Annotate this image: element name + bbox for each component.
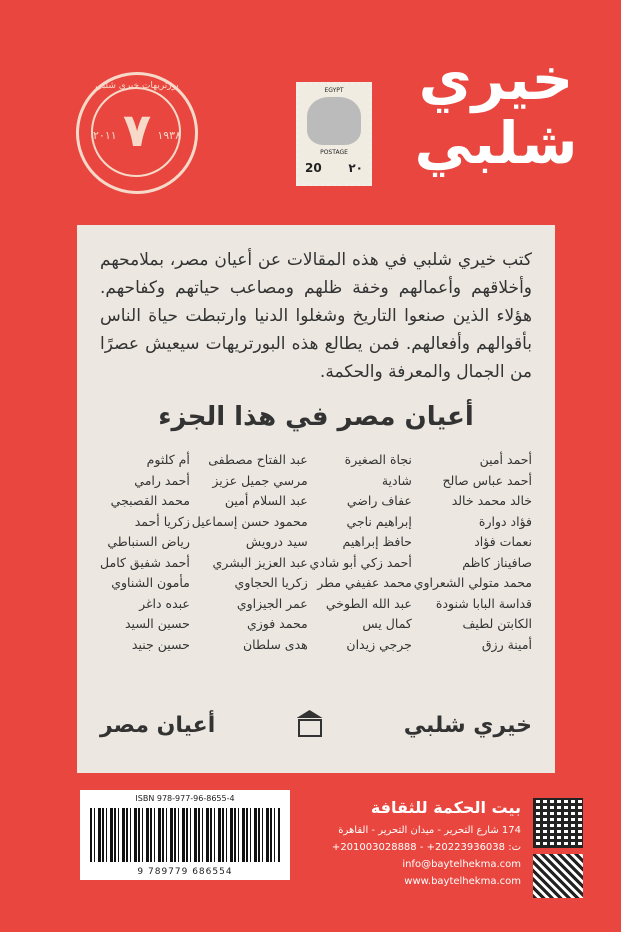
isbn-digits: 9 789779 686554 [137, 867, 233, 877]
list-item: محمد القصبجي [110, 493, 190, 508]
names-column-4 [414, 450, 532, 655]
list-item: أمينة رزق [481, 636, 532, 652]
intro-paragraph: كتب خيري شلبي في هذه المقالات عن أعيان مصر، بملامحهم وأخلاقهم وأعمالهم وخفة ظلهم ومصاعب حياتهم وكفاحهم. هؤلاء الذين صنعوا التاريخ وشغلوا الدنيا وارتبطت حياة الناس بأقوالهم وأفعالهم. فمن يطالع هذه البورتريهات سيعيش عصرًا من الجمال والمعرفة والحكمة. [100, 250, 532, 382]
list-item: عمر الجيزاوي [236, 595, 308, 611]
list-item: أحمد شفيق كامل [100, 554, 190, 570]
series-seal [76, 72, 198, 194]
isbn-barcode [80, 790, 290, 880]
list-item: عبد السلام أمين [224, 493, 308, 508]
stamp-value-right: ٢٠ [348, 161, 363, 175]
stamp-value-left: 20 [305, 161, 322, 175]
list-item: حسين جنيد [131, 636, 190, 652]
list-item: خالد محمد خالد [451, 493, 532, 508]
publisher-phone: ت: 20223936038+ - 201003028888+ [331, 842, 521, 853]
list-item: هدى سلطان [242, 636, 308, 652]
list-item: سيد درويش [245, 534, 308, 549]
qr-code-icon [533, 798, 583, 848]
list-item: أحمد رامي [134, 472, 190, 488]
list-item: فؤاد دوارة [478, 513, 532, 529]
list-item: كمال يس [362, 616, 412, 631]
list-item: مأمون الشناوي [111, 575, 190, 590]
list-item: عفاف راضي [346, 493, 412, 508]
publisher-email: info@baytelhekma.com [402, 859, 521, 870]
list-item: أحمد عباس صالح [442, 472, 532, 488]
stamp-country: EGYPT [324, 87, 344, 94]
series-name: أعيان مصر [100, 712, 216, 738]
list-item: محمود حسن إسماعيل [191, 513, 308, 529]
publisher-logo-icon [295, 710, 325, 740]
stamp-label: POSTAGE [320, 149, 348, 156]
names-column-2 [192, 450, 308, 655]
seal-year-right: ١٩٣٨ [157, 129, 181, 142]
names-list [100, 450, 532, 655]
list-item: محمد متولي الشعراوي [413, 575, 532, 590]
list-item: زكريا الحجاوي [234, 575, 308, 590]
list-item: إبراهيم ناجي [346, 513, 412, 529]
list-item: أم كلثوم [146, 452, 190, 467]
list-item: عبد الفتاح مصطفى [208, 452, 308, 467]
list-item: أحمد زكي أبو شادي [309, 554, 412, 570]
publisher-website: www.baytelhekma.com [404, 876, 521, 887]
card-footer [100, 710, 532, 740]
list-item: صافيناز كاظم [462, 554, 532, 570]
list-item: عبده داغر [139, 595, 190, 611]
list-item: الكابتن لطيف [462, 616, 532, 631]
seal-year-left: ٢٠١١ [93, 129, 117, 142]
cover-title [411, 45, 581, 177]
list-item: شادية [381, 472, 412, 488]
publisher-info [332, 798, 521, 887]
list-item: نعمات فؤاد [474, 534, 532, 549]
list-item: زكريا أحمد [134, 513, 190, 529]
isbn-number: ISBN 978-977-96-8655-4 [135, 794, 235, 803]
list-item: جرجي زيدان [346, 636, 412, 652]
portrait-image [307, 97, 361, 145]
list-item: قداسة البابا شنودة [435, 595, 532, 611]
list-item: محمد فوزي [246, 616, 308, 631]
list-item: رياض السنباطي [107, 534, 190, 549]
title-line-1: خيري [418, 45, 574, 113]
publisher-address: 174 شارع التحرير - ميدان التحرير - القاهرة [338, 825, 521, 836]
list-item: أحمد أمين [479, 452, 532, 467]
list-item: مرسي جميل عزيز [212, 472, 308, 488]
names-column-1 [100, 450, 190, 655]
title-line-2: شلبي [414, 109, 578, 177]
stamp-card [80, 228, 552, 770]
cover-footer [0, 790, 621, 932]
seal-number: ٧ [122, 103, 152, 157]
list-item: عبد الله الطوخي [325, 595, 412, 611]
list-item: حافظ إبراهيم [342, 534, 412, 549]
list-item: عبد العزيز البشري [212, 554, 308, 570]
list-item: محمد عفيفي مطر [317, 575, 412, 590]
list-item: نجاة الصغيرة [344, 452, 412, 467]
list-item: حسين السيد [124, 616, 190, 631]
names-column-3 [310, 450, 412, 655]
postage-stamp-photo [296, 82, 372, 186]
section-heading: أعيان مصر في هذا الجزء [158, 402, 474, 432]
qr-code-2-icon [533, 854, 583, 898]
seal-arc-text: بورتريهات خيري شلبي [95, 81, 179, 91]
barcode-bars [90, 808, 280, 862]
publisher-name: بيت الحكمة للثقافة [370, 798, 521, 817]
author-name: خيري شلبي [403, 712, 532, 738]
